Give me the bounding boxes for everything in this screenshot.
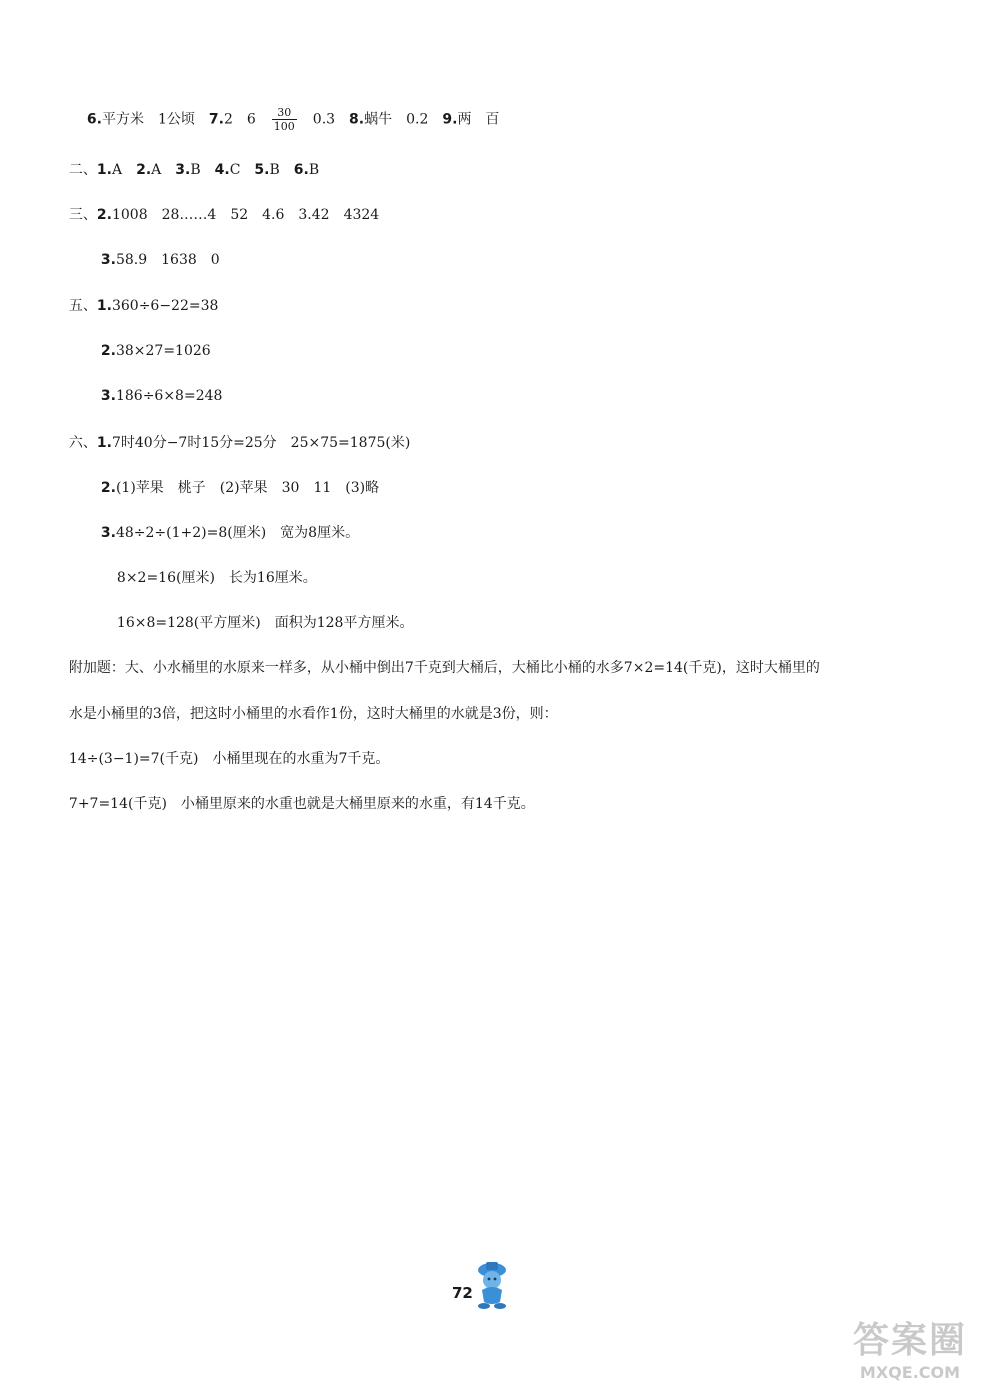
q3-number: 3. <box>175 162 191 178</box>
q5-answer: B <box>269 162 294 178</box>
q4-number: 4. <box>214 162 230 178</box>
q1-answer: A <box>111 162 137 178</box>
q1-number: 1. <box>96 162 112 178</box>
fraction <box>272 106 297 133</box>
question-number: 2. <box>100 343 116 359</box>
q7-answer-b: 0.3 <box>298 111 350 128</box>
answer-line-12 <box>108 593 413 633</box>
answer-text: (1)苹果 桃子 (2)苹果 30 11 (3)略 <box>115 480 380 496</box>
bonus-prefix: 附加题： <box>68 660 125 676</box>
answer-line-15 <box>60 729 389 769</box>
answer-text: 58.9 1638 0 <box>115 252 220 268</box>
answer-text: 8×2=16(厘米) 长为16厘米。 <box>116 570 317 586</box>
answer-line-9 <box>92 458 379 498</box>
answer-text: 360÷6−22=38 <box>111 298 219 314</box>
watermark-top: 答案圈 <box>852 1320 967 1361</box>
answer-text: 大、小水桶里的水原来一样多，从小桶中倒出7千克到大桶后，大桶比小桶的水多7×2=14(千克)，这时大桶里的 <box>124 660 820 676</box>
answer-text: 7+7=14(千克) 小桶里原来的水重也就是大桶里原来的水重，有14千克。 <box>68 796 535 812</box>
q6-answer: B <box>308 162 320 178</box>
question-number: 1. <box>96 298 112 314</box>
answer-line-13 <box>60 638 820 678</box>
answer-line-8 <box>60 413 410 453</box>
answer-line-10 <box>92 503 359 543</box>
cartoon-mascot-icon <box>470 1256 514 1316</box>
answer-text: 7时40分−7时15分=25分 25×75=1875(米) <box>111 435 411 451</box>
q7-number: 7. <box>208 111 224 128</box>
section-prefix: 五、 <box>68 298 97 314</box>
q4-answer: C <box>229 162 255 178</box>
question-number: 2. <box>100 480 116 496</box>
question-number: 3. <box>100 525 116 541</box>
q6-number: 6. <box>293 162 309 178</box>
q9-answer: 两 百 <box>457 111 500 128</box>
q3-answer: B <box>190 162 215 178</box>
section-prefix: 二、 <box>68 162 97 178</box>
watermark <box>830 1319 990 1383</box>
answer-text: 16×8=128(平方厘米) 面积为128平方厘米。 <box>116 615 414 631</box>
q9-number: 9. <box>442 111 458 128</box>
q2-number: 2. <box>136 162 152 178</box>
answer-text: 水是小桶里的3倍，把这时小桶里的水看作1份，这时大桶里的水就是3份，则： <box>68 706 558 722</box>
answer-text: 48÷2÷(1+2)=8(厘米) 宽为8厘米。 <box>115 525 360 541</box>
answer-line-7 <box>92 366 222 406</box>
question-number: 3. <box>100 252 116 268</box>
q8-number: 8. <box>349 111 365 128</box>
q7-answer-a: 2 6 <box>223 111 270 128</box>
q8-answer: 蜗牛 0.2 <box>364 111 443 128</box>
answer-text: 186÷6×8=248 <box>115 388 223 404</box>
section-prefix: 三、 <box>68 207 97 223</box>
fraction-numerator: 30 <box>272 106 297 120</box>
q5-number: 5. <box>254 162 270 178</box>
answer-line-2 <box>60 140 319 180</box>
question-number: 1. <box>96 435 112 451</box>
q6-number: 6. <box>86 111 102 128</box>
answer-line-3 <box>60 185 379 225</box>
answer-line-1 <box>78 86 499 133</box>
answer-line-4 <box>92 230 220 270</box>
answer-line-16 <box>60 774 535 814</box>
answer-text: 1008 28……4 52 4.6 3.42 4324 <box>111 207 380 223</box>
watermark-bottom: MXQE.COM <box>859 1363 961 1382</box>
section-prefix: 六、 <box>68 435 97 451</box>
answer-line-11 <box>108 548 317 588</box>
question-number: 3. <box>100 388 116 404</box>
answer-line-6 <box>92 321 211 361</box>
answer-line-5 <box>60 276 218 316</box>
page-number: 72 <box>452 1284 473 1302</box>
answer-line-14 <box>60 684 558 724</box>
answer-text: 14÷(3−1)=7(千克) 小桶里现在的水重为7千克。 <box>68 751 390 767</box>
fraction-denominator: 100 <box>273 120 295 133</box>
answer-text: 38×27=1026 <box>115 343 211 359</box>
question-number: 2. <box>96 207 112 223</box>
q6-answer: 平方米 1公顷 <box>101 111 209 128</box>
q2-answer: A <box>151 162 176 178</box>
